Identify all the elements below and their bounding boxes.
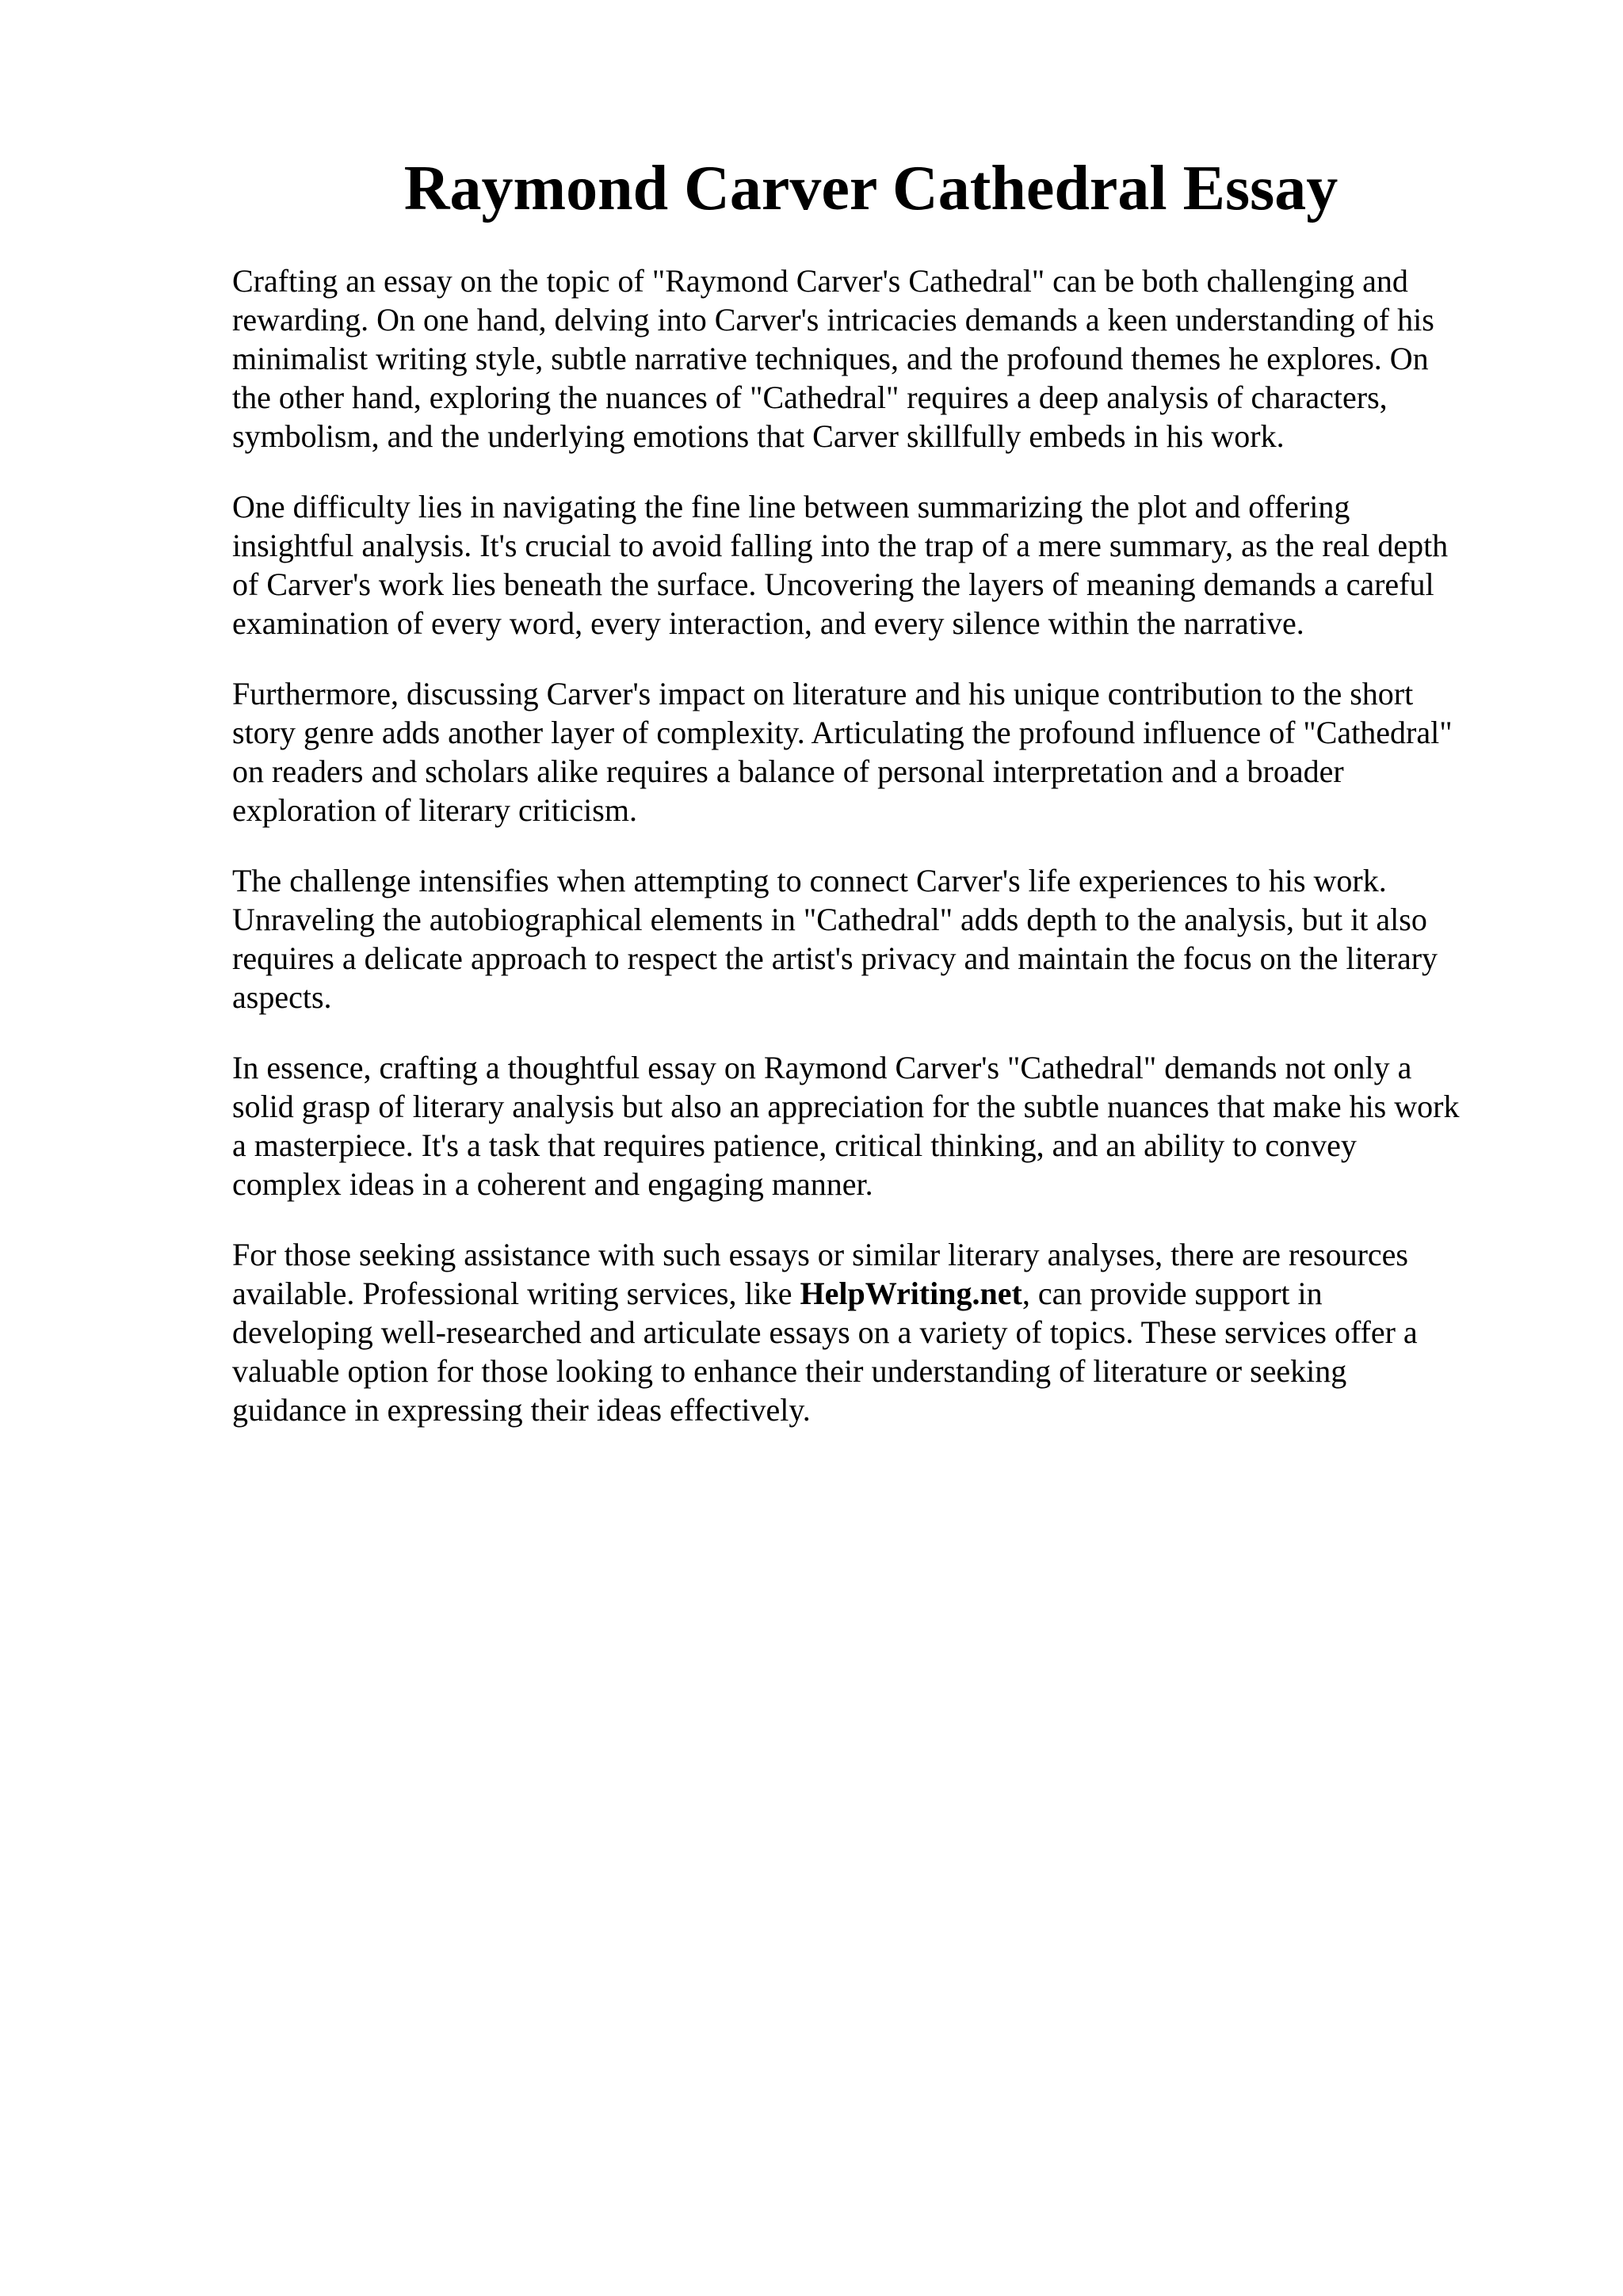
text-line-with-link: [232, 1274, 1524, 1313]
text-line: the other hand, exploring the nuances of "Cathedral" requires a deep analysis of characters,: [232, 379, 1388, 415]
text-line: story genre adds another layer of complexity. Articulating the profound influence of "Cathedral": [232, 715, 1453, 750]
text-line: One difficulty lies in navigating the fine line between summarizing the plot and offering: [232, 489, 1350, 524]
text-line: on readers and scholars alike requires a balance of personal interpretation and a broader: [232, 753, 1344, 789]
text-line: In essence, crafting a thoughtful essay on Raymond Carver's "Cathedral" demands not only a: [232, 1050, 1412, 1085]
paragraph-closing: [232, 1235, 1524, 1429]
text-segment: available. Professional writing services, like: [232, 1276, 800, 1311]
text-line: of Carver's work lies beneath the surface. Uncovering the layers of meaning demands a careful: [232, 566, 1434, 602]
text-segment: , can provide support in: [1022, 1276, 1323, 1311]
text-line: insightful analysis. It's crucial to avoid falling into the trap of a mere summary, as the real depth: [232, 528, 1449, 563]
helpwriting-brand-link[interactable]: HelpWriting.net: [800, 1276, 1022, 1311]
text-line: exploration of literary criticism.: [232, 792, 637, 828]
text-line: rewarding. On one hand, delving into Carver's intricacies demands a keen understanding of his: [232, 302, 1434, 338]
text-line: Unraveling the autobiographical elements in "Cathedral" adds depth to the analysis, but it also: [232, 902, 1427, 937]
document-title: Raymond Carver Cathedral Essay: [403, 154, 1338, 223]
text-line: symbolism, and the underlying emotions that Carver skillfully embeds in his work.: [232, 418, 1285, 454]
text-line: The challenge intensifies when attempting to connect Carver's life experiences to his work.: [232, 863, 1387, 898]
text-line: examination of every word, every interaction, and every silence within the narrative.: [232, 605, 1304, 641]
text-line: guidance in expressing their ideas effectively.: [232, 1392, 811, 1428]
paragraph-impact: [232, 674, 1524, 830]
text-line: aspects.: [232, 979, 332, 1015]
text-line: complex ideas in a coherent and engaging manner.: [232, 1166, 873, 1202]
text-line: developing well-researched and articulate essays on a variety of topics. These services offer a: [232, 1314, 1418, 1350]
paragraph-difficulty: [232, 487, 1524, 643]
text-line: For those seeking assistance with such essays or similar literary analyses, there are resources: [232, 1237, 1408, 1272]
text-line: Furthermore, discussing Carver's impact on literature and his unique contribution to the short: [232, 676, 1414, 711]
text-line: solid grasp of literary analysis but also an appreciation for the subtle nuances that make his work: [232, 1089, 1460, 1124]
paragraph-intro: [232, 261, 1524, 456]
text-line: valuable option for those looking to enhance their understanding of literature or seeking: [232, 1353, 1347, 1389]
text-line: Crafting an essay on the topic of "Raymond Carver's Cathedral" can be both challenging and: [232, 263, 1408, 299]
paragraph-essence: [232, 1048, 1524, 1203]
text-line: requires a delicate approach to respect the artist's privacy and maintain the focus on the literary: [232, 940, 1438, 976]
paragraph-challenge: [232, 861, 1524, 1016]
text-line: minimalist writing style, subtle narrative techniques, and the profound themes he explores. On: [232, 341, 1429, 376]
text-line: a masterpiece. It's a task that requires patience, critical thinking, and an ability to convey: [232, 1127, 1357, 1163]
essay-body: [232, 261, 1524, 1461]
